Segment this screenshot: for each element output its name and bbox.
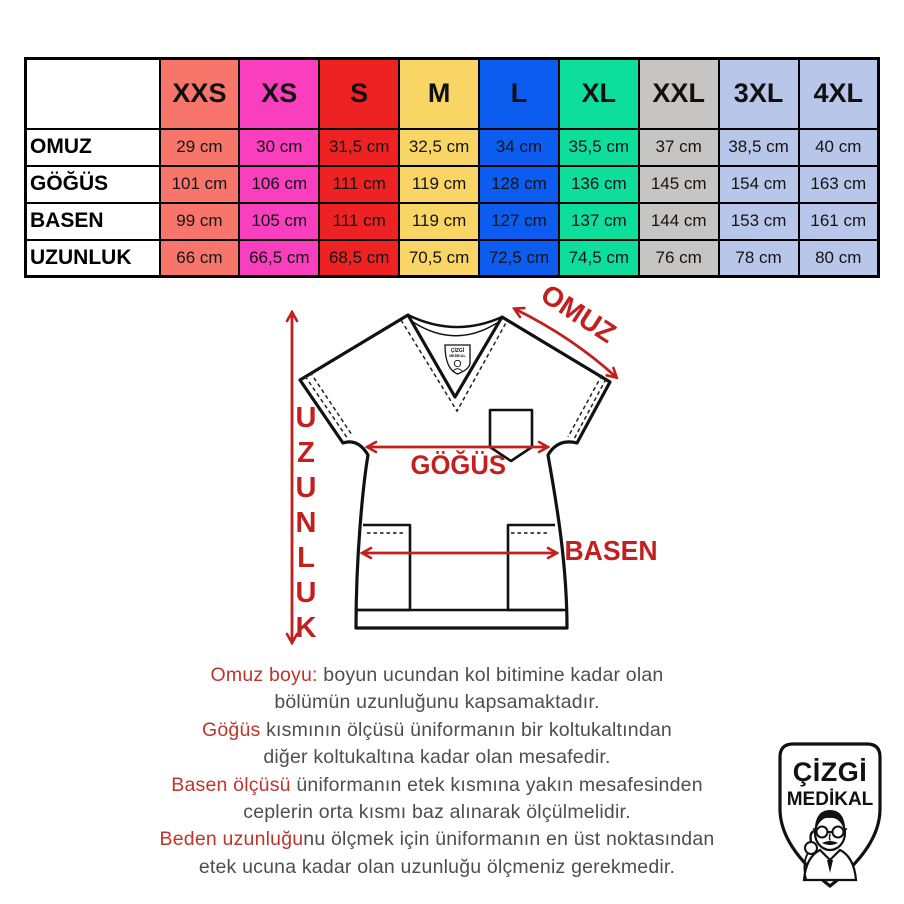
desc-line [140,799,734,826]
size-table-header-row [26,59,879,129]
table-row-uzunluk [26,240,879,277]
cell-gogus-s: 111 cm [319,166,399,203]
desc-rest: nu ölçmek için üniformanın en üst noktasından [303,828,715,851]
desc-line [140,772,734,799]
desc-rest: boyun ucundan kol bitimine kadar olan [317,664,664,686]
gogus-measure-label: GÖĞÜS [410,450,506,480]
row-label-uzunluk: UZUNLUK [26,240,160,277]
cell-gogus-m: 119 cm [399,166,479,203]
row-label-omuz: OMUZ [26,129,160,166]
cell-omuz-s: 31,5 cm [319,129,399,166]
cell-uzunluk-4xl: 80 cm [799,240,879,277]
patch-brand-line2: MEDİKAL [449,354,466,358]
cell-basen-l: 127 cm [479,203,559,240]
desc-rest: kısmının ölçüsü üniformanın bir koltukaltından [260,718,672,741]
cizgi-medikal-logo [766,734,894,896]
uzunluk-measure-label: UZUNLUK [290,402,322,647]
cell-omuz-m: 32,5 cm [399,129,479,166]
desc-line [140,826,734,853]
cell-basen-xxl: 144 cm [639,203,719,240]
desc-lead: Omuz boyu: [210,664,318,686]
cell-uzunluk-l: 72,5 cm [479,240,559,277]
table-row-omuz [26,129,879,166]
omuz-measure-label: OMUZ [535,278,622,350]
desc-rest: ceplerin orta kısmı baz alınarak ölçülmelidir. [243,801,631,824]
cell-basen-xs: 105 cm [239,203,319,240]
logo-brand-line1: ÇİZGİ [792,757,868,787]
size-header-xl: XL [559,59,639,129]
desc-line [140,744,734,771]
cell-basen-m: 119 cm [399,203,479,240]
cell-gogus-xs: 106 cm [239,166,319,203]
measurement-descriptions [140,662,734,881]
cell-basen-xl: 137 cm [559,203,639,240]
desc-rest: diğer koltukaltına kadar olan mesafedir. [263,746,611,769]
table-corner-cell [26,59,160,129]
cell-basen-s: 111 cm [319,203,399,240]
cell-uzunluk-xs: 66,5 cm [239,240,319,277]
cell-omuz-l: 34 cm [479,129,559,166]
desc-line [140,662,734,689]
desc-lead: Göğüs [202,718,261,741]
size-header-l: L [479,59,559,129]
size-header-4xl: 4XL [799,59,879,129]
size-header-3xl: 3XL [719,59,799,129]
size-header-s: S [319,59,399,129]
basen-measure-label: BASEN [564,535,658,566]
desc-rest: etek ucuna kadar olan uzunluğu ölçmeniz gerekmedir. [198,855,676,878]
desc-lead: Beden uzunluğu [159,828,304,851]
desc-rest: bölümün uzunluğunu kapsamaktadır. [274,691,600,714]
cell-omuz-xxl: 37 cm [639,129,719,166]
desc-line [140,689,734,716]
desc-line [140,717,734,744]
desc-lead: Basen ölçüsü [171,773,291,796]
row-label-basen: BASEN [26,203,160,240]
size-header-xxs: XXS [160,59,240,129]
cell-uzunluk-xxl: 76 cm [639,240,719,277]
cell-gogus-xl: 136 cm [559,166,639,203]
row-label-gogus: GÖĞÜS [26,166,160,203]
cell-omuz-xs: 30 cm [239,129,319,166]
cell-omuz-xxs: 29 cm [160,129,240,166]
cell-gogus-4xl: 163 cm [799,166,879,203]
cell-uzunluk-s: 68,5 cm [319,240,399,277]
size-header-xs: XS [239,59,319,129]
cell-uzunluk-xl: 74,5 cm [559,240,639,277]
logo-brand-line2: MEDİKAL [786,789,874,810]
cell-gogus-xxl: 145 cm [639,166,719,203]
desc-line [140,854,734,881]
cell-basen-3xl: 153 cm [719,203,799,240]
size-header-xxl: XXL [639,59,719,129]
cell-gogus-xxs: 101 cm [160,166,240,203]
cell-basen-4xl: 161 cm [799,203,879,240]
cell-uzunluk-m: 70,5 cm [399,240,479,277]
cell-omuz-3xl: 38,5 cm [719,129,799,166]
cell-gogus-3xl: 154 cm [719,166,799,203]
size-table [24,57,880,278]
table-row-basen [26,203,879,240]
cell-uzunluk-xxs: 66 cm [160,240,240,277]
desc-rest: üniformanın etek kısmına yakın mesafesinden [290,773,703,796]
cell-omuz-4xl: 40 cm [799,129,879,166]
patch-brand-line1: ÇİZGİ [450,348,465,354]
cell-basen-xxs: 99 cm [160,203,240,240]
chest-patch [445,345,470,374]
size-header-m: M [399,59,479,129]
cell-omuz-xl: 35,5 cm [559,129,639,166]
table-row-gogus [26,166,879,203]
cell-uzunluk-3xl: 78 cm [719,240,799,277]
cell-gogus-l: 128 cm [479,166,559,203]
